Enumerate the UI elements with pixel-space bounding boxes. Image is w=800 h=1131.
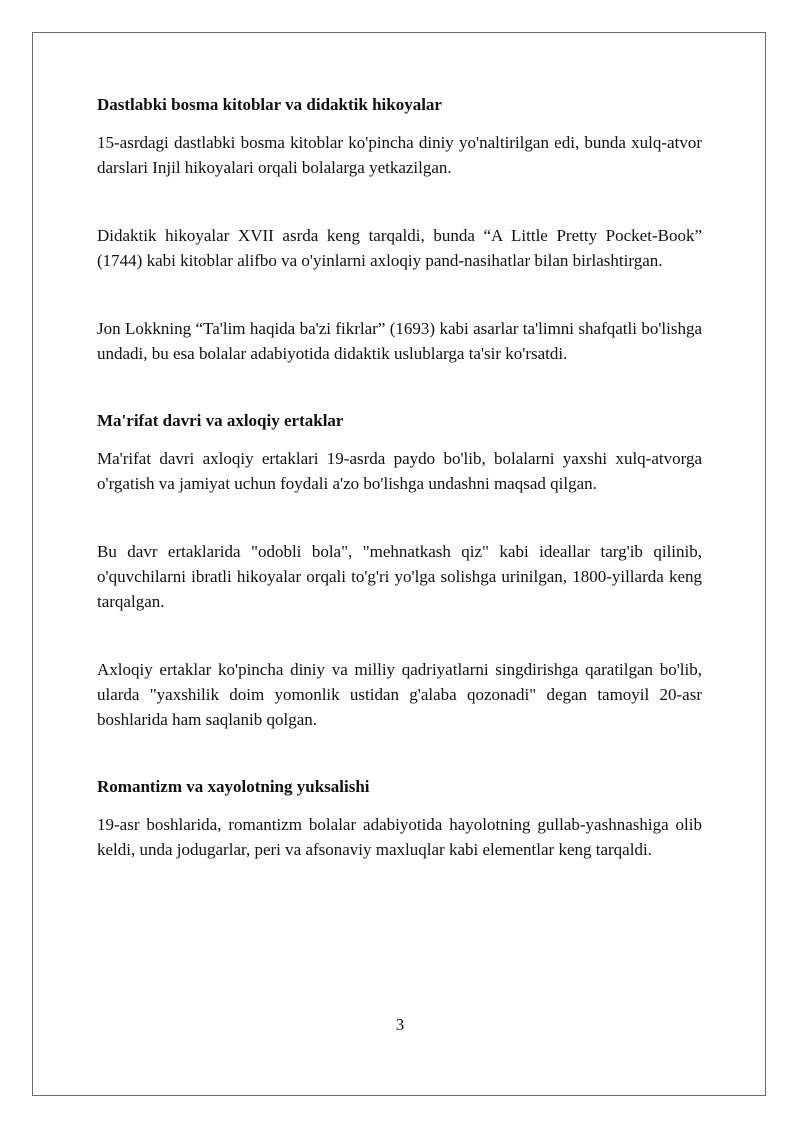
page-number: 3 bbox=[395, 1015, 405, 1034]
paragraph-enlightenment-1: Ma'rifat davri axloqiy ertaklari 19-asrda paydo bo'lib, bolalarni yaxshi xulq-atvorga o'rgatish va jamiyat uchun foydali a'zo bo'lishga undashni maqsad qilgan. bbox=[97, 449, 702, 493]
section-heading-enlightenment: Ma'rifat davri va axloqiy ertaklar bbox=[97, 411, 344, 430]
paragraph-enlightenment-2: Bu davr ertaklarida "odobli bola", "mehnatkash qiz" kabi ideallar targ'ib qilinib, o'quvchilarni ibratli hikoyalar orqali to'g'ri yo'lga solishga urinilgan, 1800-yillarda keng tarqalgan. bbox=[97, 542, 702, 611]
section-heading-printed-books: Dastlabki bosma kitoblar va didaktik hikoyalar bbox=[97, 95, 442, 114]
paragraph-enlightenment-3: Axloqiy ertaklar ko'pincha diniy va milliy qadriyatlarni singdirishga qaratilgan bo'lib, ularda "yaxshilik doim yomonlik ustidan g'alaba qozonadi" degan tamoyil 20-asr boshlarida ham saqlanib qolgan. bbox=[97, 660, 702, 729]
paragraph-printed-books-2: Didaktik hikoyalar XVII asrda keng tarqaldi, bunda “A Little Pretty Pocket-Book” (1744) kabi kitoblar alifbo va o'yinlarni axloqiy pand-nasihatlar bilan birlashtirgan. bbox=[97, 226, 702, 270]
page-content bbox=[97, 93, 702, 862]
section-heading-romanticism: Romantizm va xayolotning yuksalishi bbox=[97, 777, 370, 796]
paragraph-printed-books-1: 15-asrdagi dastlabki bosma kitoblar ko'pincha diniy yo'naltirilgan edi, bunda xulq-atvor darslari Injil hikoyalari orqali bolalarga yetkazilgan. bbox=[97, 133, 702, 177]
paragraph-romanticism-1: 19-asr boshlarida, romantizm bolalar adabiyotida hayolotning gullab-yashnashiga olib keldi, unda jodugarlar, peri va afsonaviy maxluqlar kabi elementlar keng tarqaldi. bbox=[97, 815, 702, 859]
paragraph-printed-books-3: Jon Lokkning “Ta'lim haqida ba'zi fikrlar” (1693) kabi asarlar ta'limni shafqatli bo'lishga undadi, bu esa bolalar adabiyotida didaktik uslublarga ta'sir ko'rsatdi. bbox=[97, 319, 702, 363]
